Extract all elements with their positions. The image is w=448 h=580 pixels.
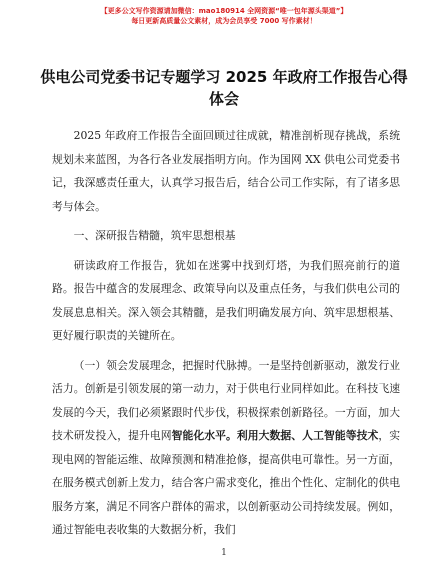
document-title: 供电公司党委书记专题学习 2025 年政府工作报告心得体会: [40, 68, 408, 108]
document-body: [52, 124, 400, 542]
intro-paragraph: 2025 年政府工作报告全面回顾过往成就，精准剖析现存挑战，系统规划未来蓝图，为各行各业发展指明方向。作为国网 XX 供电公司党委书记，我深感责任重大，认真学习报告后，结合公司工作实际，有了诸多思考与体会。: [52, 129, 400, 213]
paragraph-3-part-c: ，实现电网的智能运维、故障预测和精准抢修，提高供电可靠性。另一方面，在服务模式创新上发力，结合客户需求变化，推出个性化、定制化的供电服务方案，满足不同客户群体的需求，以创新驱动公司持续发展。例如，通过智能电表收集的大数据分析，我们: [52, 429, 401, 536]
promo-banner: [0, 6, 448, 26]
page-number: 1: [221, 548, 227, 558]
paragraph-3-part-a: （一）领会发展理念，把握时代脉搏。一是坚持创新驱动，激发行业活力。创新是引领发展的第一动力，对于供电行业同样如此。在科技飞速发展的今天，我们必须紧跟时代步伐，积极探索创新路径。一方面，加大技术研发投入，提升电网: [52, 358, 400, 442]
paragraph-3: [52, 354, 400, 542]
section-heading-1: 一、深研报告精髓，筑牢思想根基: [73, 229, 236, 242]
paragraph-3-bold: 智能化水平。利用大数据、人工智能等技术: [171, 429, 379, 442]
banner-line-1: 【更多公文写作资源请加微信：mao180914 全网资源“唯一包年源头渠道”】: [100, 7, 348, 15]
paragraph-2: 研读政府工作报告，犹如在迷雾中找到灯塔，为我们照亮前行的道路。报告中蕴含的发展理念、政策导向以及重点任务，与我们供电公司的发展息息相关。深入领会其精髓，是我们明确发展方向、筑牢思想根基、更好履行职责的关键所在。: [52, 258, 400, 342]
banner-line-2: 每日更新高质量公文素材，成为会员享受 7000 写作素材！: [131, 17, 317, 25]
